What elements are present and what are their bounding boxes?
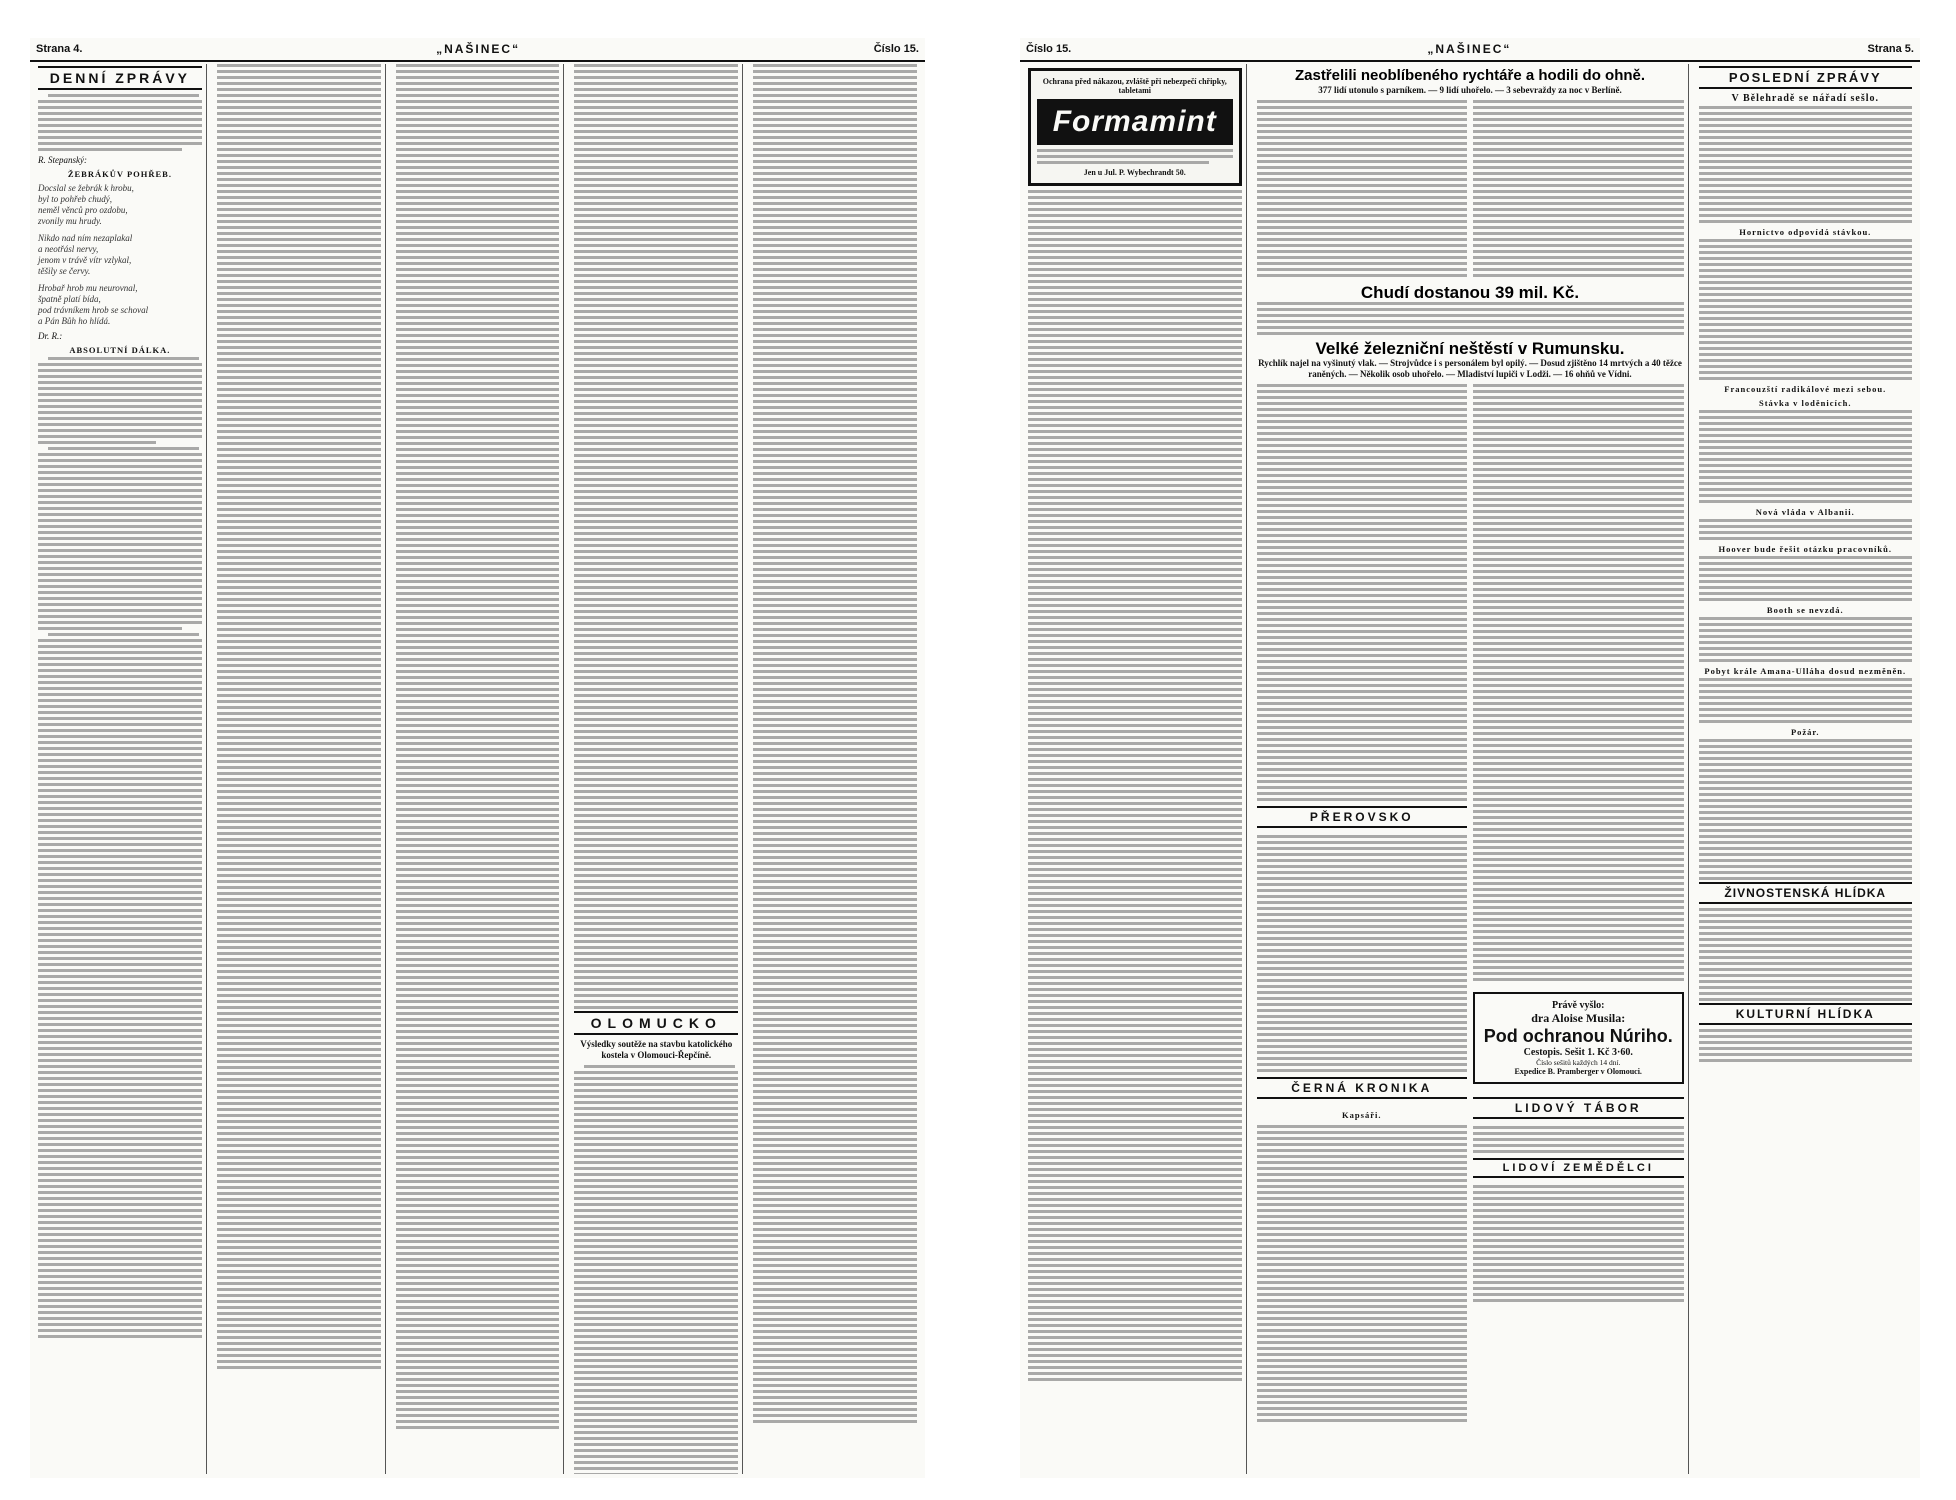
poem-line: a Pán Bůh ho hlídá. [38,316,111,326]
right-column-2-3 [1253,64,1689,1474]
section-denni-zpravy: DENNÍ ZPRÁVY [38,66,202,90]
formamint-advertisement [1028,68,1242,186]
section-cerna-kronika: ČERNÁ KRONIKA [1257,1077,1468,1099]
rumunsko-subheadline: Rychlík najel na vyšinutý vlak. — Strojvůdce i s personálem byl opilý. — Dosud zjištěno 14 mrtvých a 40 těžce raněných. — Několik osob uhořelo. — Mladiství lupiči v Lodži. — 16 ohňů ve Vídni. [1258,358,1682,379]
text-block [1257,100,1468,277]
text-block [38,357,202,1338]
text-block [38,94,202,151]
poem-line: Docslal se žebrák k hrobu, [38,183,134,193]
poem-line: neměl věnců pro ozdobu, [38,205,128,215]
section-prerovsko: PŘEROVSKO [1257,806,1468,828]
text-block [1473,100,1684,277]
poem [38,183,202,327]
text-block [1257,302,1684,335]
poem-signature: Dr. R.: [38,331,63,341]
news-item-title: Francouzští radikálové mezi sebou. [1724,384,1887,394]
book-ad-author: dra Aloise Musila: [1531,1011,1626,1025]
story-title: ABSOLUTNÍ DÁLKA. [69,345,171,355]
text-block [1028,190,1242,1381]
poem-line: a neotřásl nervy, [38,244,99,254]
posledni-subheadline: V Bělehradě se nářadí sešlo. [1731,93,1880,104]
left-column-2 [213,64,386,1474]
section-posledni-zpravy: POSLEDNÍ ZPRÁVY [1699,66,1913,89]
headline-chudi: Chudí dostanou 39 mil. Kč. [1360,283,1580,302]
news-item-title: Stávka v loděnicích. [1759,398,1852,408]
text-block [1257,384,1468,1422]
book-advertisement [1473,992,1684,1084]
text-block [574,64,738,1009]
poem-line: zvonily mu hrudy. [38,216,102,226]
olomucko-subheadline: Výsledky soutěže na stavbu katolického kostela v Olomouci-Řepčíně. [580,1039,733,1060]
kronika-item-title: Kapsáři. [1342,1110,1382,1120]
lead-headline: Zastřelili neoblíbeného rychtáře a hodili do ohně. [1294,67,1646,84]
book-ad-line: Právě vyšlo: [1552,1000,1605,1011]
book-ad-publisher: Expedice B. Pramberger v Olomouci. [1514,1067,1642,1076]
text-block [1473,384,1684,1422]
book-ad-frequency: Číslo sešitů každých 14 dní. [1536,1058,1621,1067]
text-block [217,64,381,1369]
ad-brand: Formamint [1037,99,1233,145]
left-column-4 [570,64,743,1474]
poem-line: špatně platí bída, [38,294,101,304]
text-block [1699,106,1913,223]
left-column-5 [749,64,921,1474]
left-column-3 [392,64,565,1474]
poem-line: Hrobař hrob mu neurovnal, [38,283,138,293]
poem-line: těšily se červy. [38,266,91,276]
news-item-title: Hoover bude řešit otázku pracovníků. [1718,544,1892,554]
right-page [1020,38,1920,1478]
right-masthead: „NAŠINEC“ [1427,42,1512,56]
poem-line: Nikdo nad ním nezaplakal [38,233,133,243]
right-column-1 [1024,64,1247,1474]
right-column-4 [1695,64,1917,1474]
book-ad-price: Cestopis. Sešit 1. Kč 3·60. [1523,1047,1633,1058]
lead-subheadline: 377 lidí utonulo s parníkem. — 9 lidí uhořelo. — 3 sebevraždy za noc v Berlíně. [1318,85,1622,95]
news-item-title: Pobyt krále Amana-Ulláha dosud nezměněn. [1704,666,1907,676]
left-issue-number: Číslo 15. [873,43,919,55]
left-page-header [30,38,925,62]
ad-bottom-text: Jen u Jul. P. Wybechrandt 50. [1083,168,1186,177]
section-zivnostenska-hlidka: ŽIVNOSTENSKÁ HLÍDKA [1699,882,1913,904]
left-page [30,38,925,1478]
poem-author: R. Stepanský: [38,155,87,165]
text-block [574,1065,738,1474]
news-item-title: Booth se nevzdá. [1766,605,1844,615]
poem-line: pod trávníkem hrob se schoval [38,305,149,315]
right-page-header [1020,38,1920,62]
book-ad-title: Pod ochranou Núriho. [1483,1026,1673,1046]
section-lidovy-tabor: LIDOVÝ TÁBOR [1473,1097,1684,1119]
news-item-title: Nová vláda v Albanii. [1755,507,1855,517]
headline-rumunsko: Velké železniční neštěstí v Rumunsku. [1315,339,1625,358]
text-block [753,64,917,1423]
poem-line: byl to pohřeb chudý, [38,194,112,204]
right-page-number: Strana 5. [1867,43,1914,55]
section-olomucko: OLOMUCKO [574,1011,738,1035]
poem-title: ŽEBRÁKŮV POHŘEB. [67,169,172,179]
section-kulturni-hlidka: KULTURNÍ HLÍDKA [1699,1003,1913,1025]
ad-top-text: Ochrana před nákazou, zvláště při nebezpečí chřipky, tabletami [1042,77,1227,95]
right-issue-number: Číslo 15. [1026,43,1072,55]
left-masthead: „NAŠINEC“ [436,42,521,56]
news-item-title: Požár. [1790,727,1820,737]
left-column-1 [34,64,207,1474]
poem-line: jenom v trávě vítr vzlykal, [38,255,132,265]
section-lidovi-zemedelci: LIDOVÍ ZEMĚDĚLCI [1473,1158,1684,1178]
news-item-title: Hornictvo odpovídá stávkou. [1739,227,1872,237]
text-block [396,64,560,1429]
left-page-number: Strana 4. [36,43,83,55]
